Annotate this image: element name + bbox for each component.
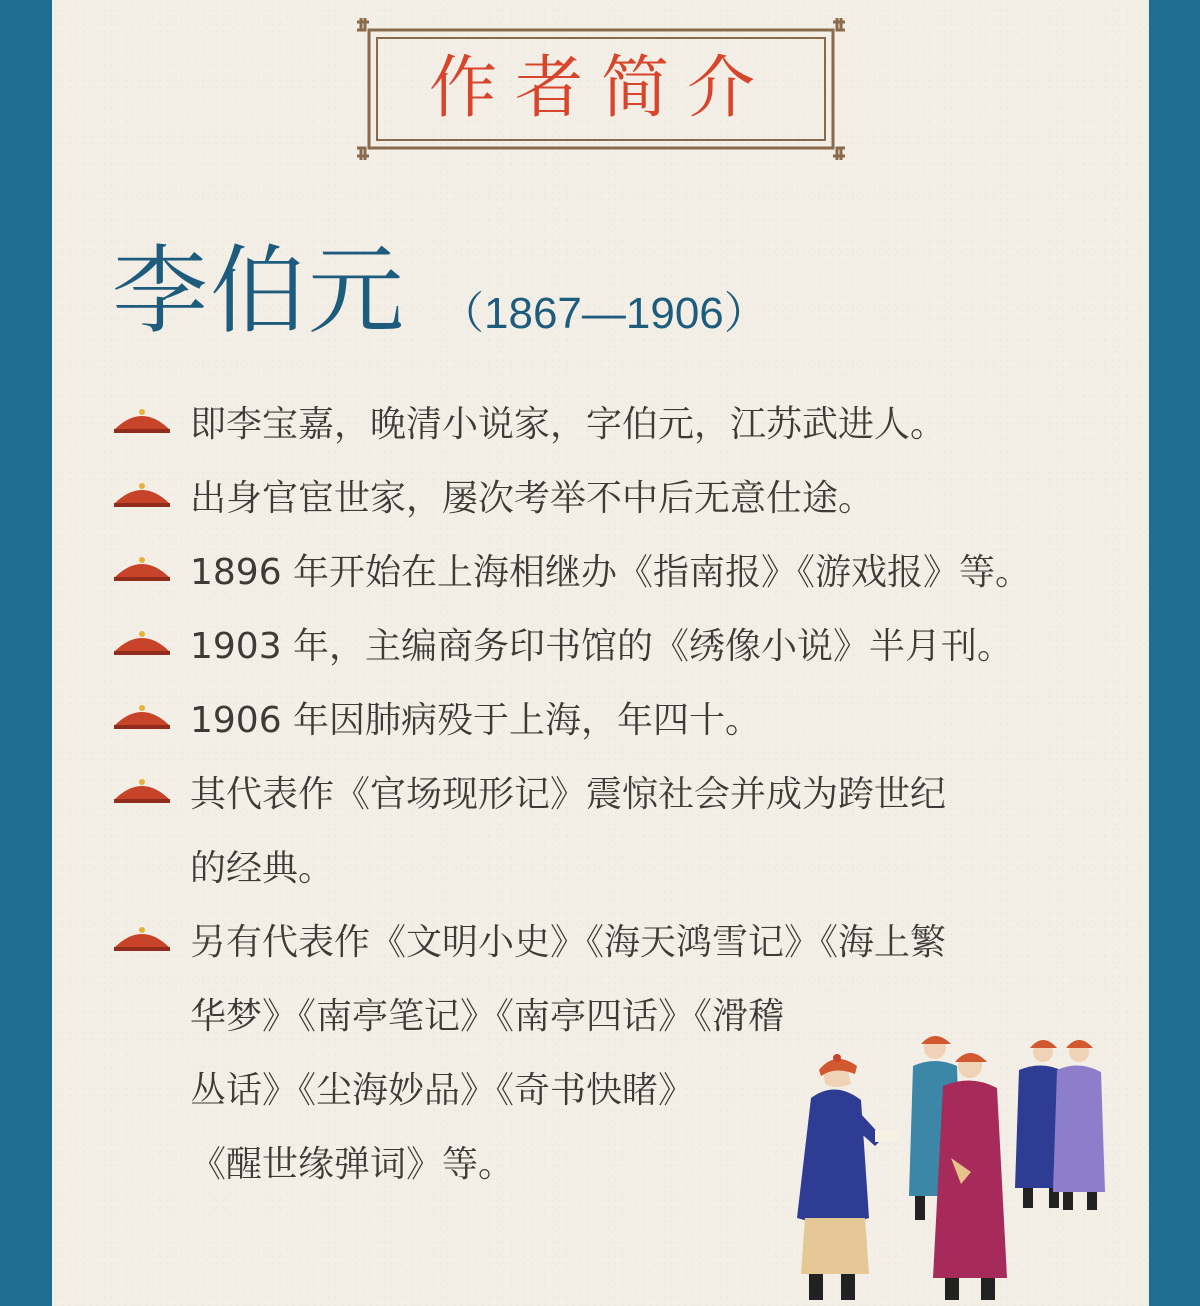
qing-hat-bullet-icon [112,626,172,658]
qing-officials-illustration-icon [775,1018,1115,1306]
bullet-text: 即李宝嘉，晚清小说家，字伯元，江苏武进人。 [190,404,947,445]
bullet-text: 1906 年因肺病殁于上海，年四十。 [190,700,762,741]
title-frame [355,16,847,162]
bullet-text-line: 《醒世缘弹词》等。 [190,1144,515,1185]
bullet-text-line: 丛话》《尘海妙品》《奇书快睹》 [190,1070,695,1111]
official-figure-5 [1053,1040,1105,1210]
qing-hat-bullet-icon [112,404,172,436]
qing-hat-bullet-icon [112,922,172,954]
qing-hat-bullet-icon [112,774,172,806]
bullet-text: 1903 年，主编商务印书馆的《绣像小说》半月刊。 [190,626,1014,667]
page-title: 作者简介 [428,49,773,128]
bullet-text-line: 另有代表作《文明小史》《海天鸿雪记》《海上繁 [190,922,947,963]
list-item [112,462,1122,536]
list-item [112,610,1122,684]
list-item [112,758,1122,906]
bullet-text: 1896 年开始在上海相继办《指南报》《游戏报》等。 [190,552,1032,593]
bullet-text-line: 的经典。 [190,848,335,889]
list-item [112,684,1122,758]
official-figure-3 [933,1053,1007,1300]
bullet-text-line: 其代表作《官场现形记》震惊社会并成为跨世纪 [190,774,947,815]
qing-hat-bullet-icon [112,552,172,584]
qing-hat-bullet-icon [112,478,172,510]
author-years: （1867—1906） [440,289,768,338]
bullet-text: 出身官宦世家，屡次考举不中后无意仕途。 [190,478,875,519]
official-figure-1 [797,1054,897,1300]
author-name: 李伯元 [112,235,406,347]
list-item [112,536,1122,610]
qing-hat-bullet-icon [112,700,172,732]
bullet-text-line: 华梦》《南亭笔记》《南亭四话》《滑稽 [190,996,785,1037]
list-item [112,388,1122,462]
